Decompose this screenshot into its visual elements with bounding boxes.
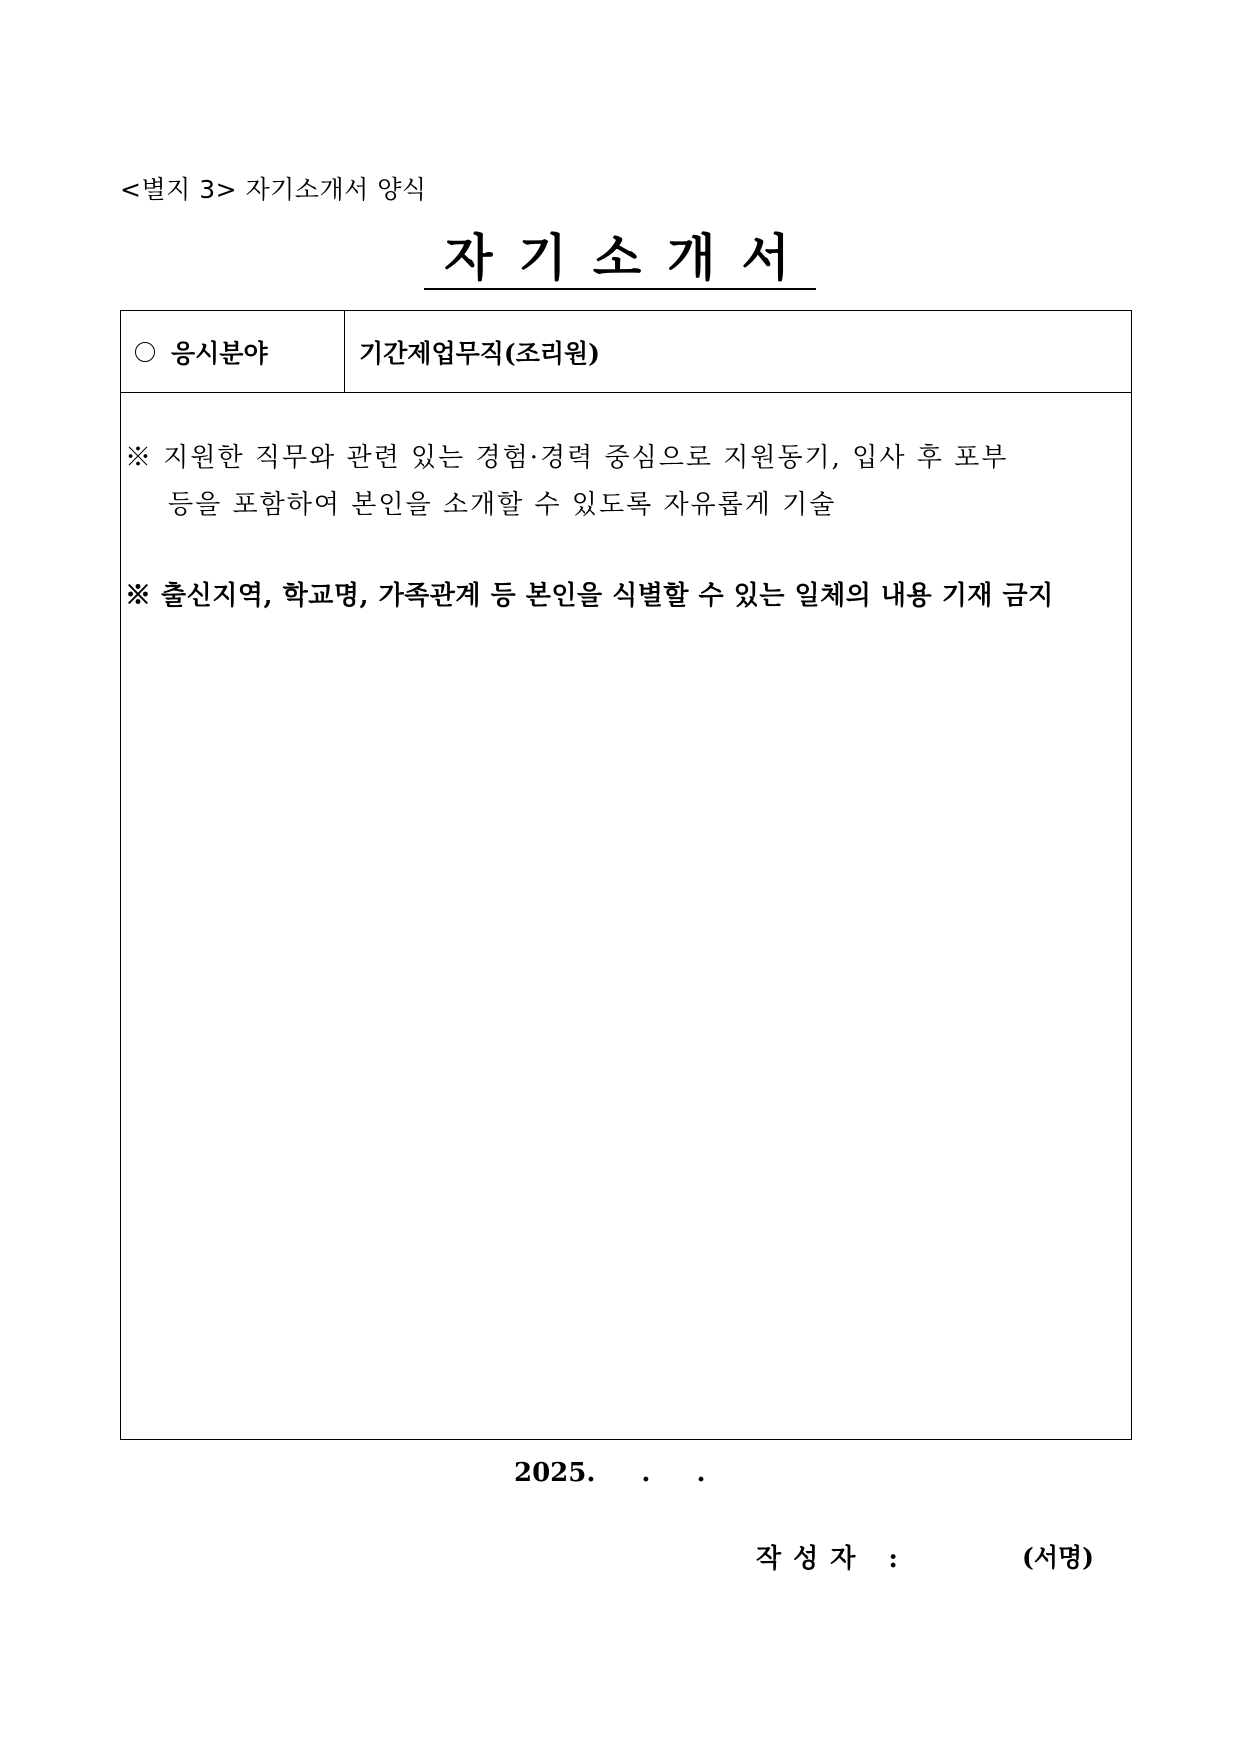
instruction-line-2: 등을 포함하여 본인을 소개할 수 있도록 자유롭게 기술: [168, 490, 837, 520]
document-title: 자기소개서: [424, 230, 816, 290]
instruction-note: [125, 435, 1125, 529]
date-day-dot: .: [696, 1458, 706, 1488]
prohibition-warning: ※ 출신지역, 학교명, 가족관계 등 본인을 식별할 수 있는 일체의 내용 기재 금지: [125, 581, 1054, 611]
application-field-value[interactable]: 기간제업무직(조리원): [359, 338, 601, 368]
instruction-line-1: ※ 지원한 직무와 관련 있는 경험·경력 중심으로 지원동기, 입사 후 포부: [125, 443, 1009, 473]
self-introduction-form: [120, 310, 1132, 1440]
date-line: [514, 1458, 706, 1488]
attachment-label: <별지 3> 자기소개서 양식: [120, 175, 427, 204]
document-title-wrapper: [0, 228, 1240, 290]
date-year: 2025.: [514, 1458, 596, 1488]
application-field-label-cell: [121, 311, 345, 392]
introduction-body-area[interactable]: [121, 393, 1131, 1439]
author-label: 작성자 :: [756, 1544, 910, 1574]
date-month-dot: .: [641, 1458, 651, 1488]
application-field-row: [121, 311, 1131, 393]
circle-bullet-icon: [135, 342, 155, 362]
application-field-label: 응시분야: [171, 338, 268, 368]
signature-label: (서명): [1022, 1543, 1094, 1572]
